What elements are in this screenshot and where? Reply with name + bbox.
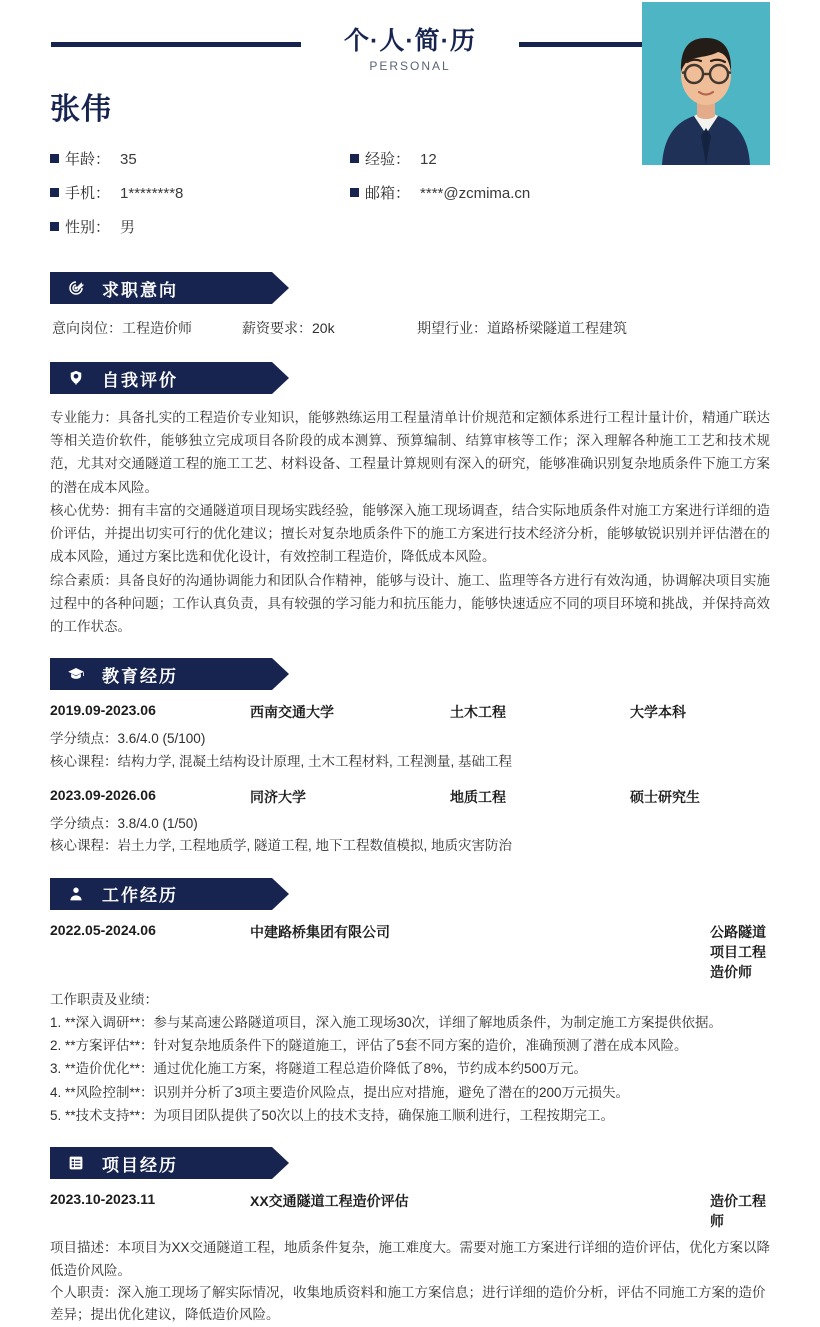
masthead-rule-left: [51, 42, 301, 47]
section-header-work: [50, 878, 272, 910]
target-icon: [66, 278, 86, 298]
masthead-title-group: [315, 26, 505, 73]
square-bullet-icon: [50, 222, 59, 231]
work-role: 公路隧道项目工程造价师: [710, 923, 766, 980]
education-entry-head: [50, 702, 770, 722]
badge-icon: [66, 368, 86, 388]
objective-industry-value: 道路桥梁隧道工程建筑: [487, 320, 627, 336]
section-title: 自我评价: [102, 370, 178, 390]
section-header-objective: [50, 272, 272, 304]
work-company: 中建路桥集团有限公司: [250, 923, 390, 940]
work-period: 2022.05-2024.06: [50, 921, 156, 938]
square-bullet-icon: [50, 154, 59, 163]
project-role: 造价工程师: [710, 1193, 766, 1230]
work-intro: 工作职责及业绩：: [50, 991, 158, 1007]
graduation-cap-icon: [66, 664, 86, 684]
work-bullet: 1. **深入调研**：参与某高速公路隧道项目，深入施工现场30次，详细了解地质条件，为制定施工方案提供依据。: [50, 1015, 723, 1031]
education-entry-head: [50, 787, 770, 807]
education-courses: 核心课程：结构力学, 混凝土结构设计原理, 土木工程材料, 工程测量, 基础工程: [50, 753, 513, 769]
section-header-education: [50, 658, 272, 690]
square-bullet-icon: [350, 188, 359, 197]
objective-position-value: 工程造价师: [122, 320, 192, 336]
section-title: 求职意向: [102, 280, 178, 300]
project-duty: 个人职责：深入施工现场了解实际情况，收集地质资料和施工方案信息；进行详细的造价分析，评估不同施工方案的造价差异；提出优化建议，降低造价风险。: [50, 1284, 766, 1323]
section-title: 项目经历: [102, 1155, 178, 1175]
education-degree: 硕士研究生: [630, 789, 700, 805]
project-name: XX交通隧道工程造价评估: [250, 1193, 409, 1210]
education-period: 2023.09-2026.06: [50, 787, 156, 803]
education-degree: 大学本科: [630, 704, 686, 721]
square-bullet-icon: [350, 154, 359, 163]
education-school: 西南交通大学: [250, 704, 334, 721]
fact-label: 性别：: [65, 219, 111, 236]
education-courses: 核心课程：岩土力学, 工程地质学, 隧道工程, 地下工程数值模拟, 地质灾害防治: [50, 838, 513, 854]
self-evaluation-paragraph: 核心优势：拥有丰富的交通隧道项目现场实践经验，能够深入施工现场调查，结合实际地质条件对施工方案进行详细的造价评估，并提出切实可行的优化建议；擅长对复杂地质条件下的施工方案进行技术经济分析，能够敏锐识别并评估潜在的成本风险，通过方案比选和优化设计，有效控制工程造价，降低成本风险。: [50, 502, 770, 565]
fact-label: 年龄：: [65, 151, 111, 168]
fact-age: [50, 148, 350, 169]
fact-value: 35: [120, 151, 137, 168]
work-bullet: 2. **方案评估**：针对复杂地质条件下的隧道施工，评估了5套不同方案的造价，准确预测了潜在成本风险。: [50, 1038, 688, 1054]
education-gpa: 学分绩点：3.8/4.0 (1/50): [50, 816, 198, 831]
avatar: [642, 2, 770, 165]
education-gpa: 学分绩点：3.6/4.0 (5/100): [50, 731, 206, 747]
section-title: 教育经历: [102, 666, 178, 686]
section-header-project: [50, 1147, 272, 1179]
identity-block: [50, 84, 770, 252]
project-description: 项目描述：本项目为XX交通隧道工程，地质条件复杂，施工难度大。需要对施工方案进行详细的造价评估，优化方案以降低造价风险。: [50, 1240, 771, 1278]
fact-email: [350, 182, 610, 203]
section-header-self-evaluation: [50, 362, 272, 394]
section-title: 工作经历: [102, 886, 178, 906]
fact-label: 邮箱：: [365, 185, 411, 202]
work-bullet: 3. **造价优化**：通过优化施工方案，将隧道工程总造价降低了8%，节约成本约500万元。: [50, 1061, 588, 1077]
work-bullet: 5. **技术支持**：为项目团队提供了50次以上的技术支持，确保施工顺利进行，工程按期完工。: [50, 1107, 615, 1123]
project-entry: [50, 1191, 770, 1327]
page-title: 个·人·简·历: [344, 27, 476, 55]
fact-value: 1********8: [120, 185, 184, 202]
work-bullet: 4. **风险控制**：识别并分析了3项主要造价风险点，提出应对措施，避免了潜在的200万元损失。: [50, 1084, 630, 1100]
objective-row: [50, 316, 770, 342]
person-icon: [66, 884, 86, 904]
education-major: 土木工程: [450, 704, 506, 721]
contact-facts: [50, 148, 610, 237]
objective-salary-value: 20k: [312, 320, 335, 336]
objective-industry: [417, 318, 770, 338]
person-name: 张伟: [50, 93, 112, 126]
objective-salary-label: 薪资要求：: [242, 320, 312, 336]
fact-label: 经验：: [365, 151, 411, 168]
fact-phone: [50, 182, 350, 203]
fact-experience: [350, 148, 610, 169]
education-period: 2019.09-2023.06: [50, 702, 156, 719]
list-document-icon: [66, 1153, 86, 1173]
project-entry-head: [50, 1191, 770, 1231]
work-entry-head: [50, 922, 770, 982]
education-major: 地质工程: [450, 789, 506, 805]
page-subtitle: PERSONAL: [369, 59, 451, 73]
objective-industry-label: 期望行业：: [417, 320, 487, 336]
objective-salary: [242, 318, 417, 338]
objective-position: [52, 318, 242, 338]
objective-position-label: 意向岗位：: [52, 320, 122, 336]
education-entry: [50, 702, 770, 773]
fact-value: 男: [120, 219, 136, 236]
fact-gender: [50, 216, 350, 237]
self-evaluation-paragraph: 专业能力：具备扎实的工程造价专业知识，能够熟练运用工程量清单计价规范和定额体系进行工程计量计价，精通广联达等相关造价软件，能够独立完成项目各阶段的成本测算、预算编制、结算审核等工作；深入理解各种施工工艺和技术规范，尤其对交通隧道工程的施工工艺、材料设备、工程量计算规则有深入的研究，能够准确识别复杂地质条件下施工方案的潜在成本风险。: [50, 410, 770, 495]
fact-value: ****@zcmima.cn: [420, 185, 531, 202]
self-evaluation-paragraph: 综合素质：具备良好的沟通协调能力和团队合作精神，能够与设计、施工、监理等各方进行有效沟通，协调解决项目实施过程中的各种问题；工作认真负责，具有较强的学习能力和抗压能力，能够快速适应不同的项目环境和挑战，并保持高效的工作状态。: [50, 572, 770, 634]
square-bullet-icon: [50, 188, 59, 197]
fact-label: 手机：: [65, 185, 111, 202]
work-entry: [50, 922, 770, 1127]
project-period: 2023.10-2023.11: [50, 1191, 156, 1208]
education-school: 同济大学: [250, 789, 306, 805]
fact-value: 12: [420, 151, 437, 168]
education-entry: [50, 787, 770, 858]
